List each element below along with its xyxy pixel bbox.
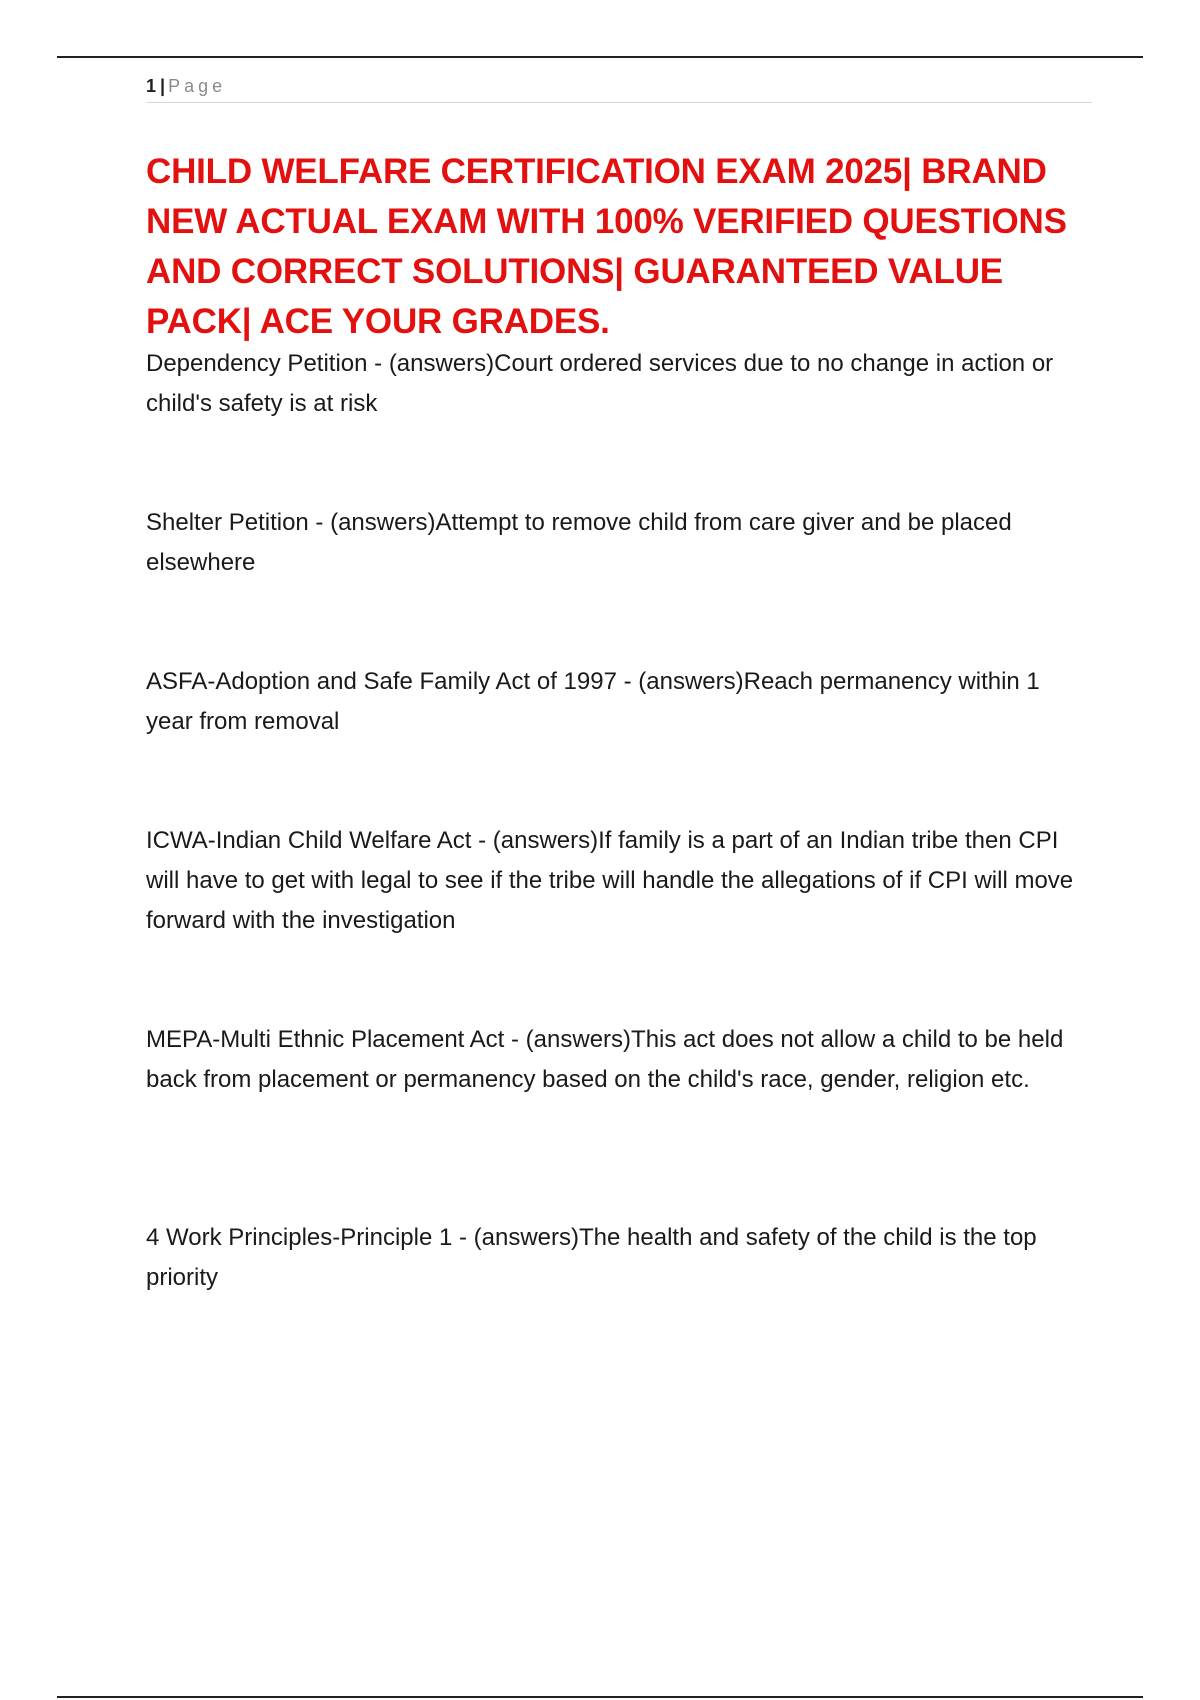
qa-entry-text: 4 Work Principles-Principle 1 - (answers)The health and safety of the child is the top priority <box>146 1224 1037 1291</box>
page-header <box>146 74 1092 103</box>
qa-entry <box>146 821 1092 941</box>
qa-entry <box>146 662 1092 742</box>
qa-entry-text: ICWA-Indian Child Welfare Act - (answers)If family is a part of an Indian tribe then CPI will have to get with legal to see if the tribe will handle the allegations of if CPI will move forward with the investigation <box>146 827 1074 934</box>
qa-entry-text: ASFA-Adoption and Safe Family Act of 1997 - (answers)Reach permanency within 1 year from removal <box>146 668 1040 735</box>
qa-entry-text: MEPA-Multi Ethnic Placement Act - (answers)This act does not allow a child to be held back from placement or permanency based on the child's race, gender, religion etc. <box>146 1026 1064 1093</box>
qa-entry <box>146 1218 1092 1298</box>
page-number: 1 <box>146 76 157 96</box>
qa-entry <box>146 1020 1092 1100</box>
page-bottom-rule <box>57 1696 1143 1698</box>
qa-entry <box>146 503 1092 583</box>
page-label: Page <box>168 76 227 96</box>
page-number-separator: | <box>160 76 166 96</box>
page-top-rule <box>57 56 1143 58</box>
document-title: CHILD WELFARE CERTIFICATION EXAM 2025| BRAND NEW ACTUAL EXAM WITH 100% VERIFIED QUESTIONS AND CORRECT SOLUTIONS| GUARANTEED VALUE PACK| ACE YOUR GRADES. <box>146 152 1067 341</box>
qa-entry-text: Shelter Petition - (answers)Attempt to remove child from care giver and be placed elsewhere <box>146 509 1012 576</box>
qa-entry-text: Dependency Petition - (answers)Court ordered services due to no change in action or child's safety is at risk <box>146 350 1054 417</box>
qa-entry <box>146 344 1092 424</box>
